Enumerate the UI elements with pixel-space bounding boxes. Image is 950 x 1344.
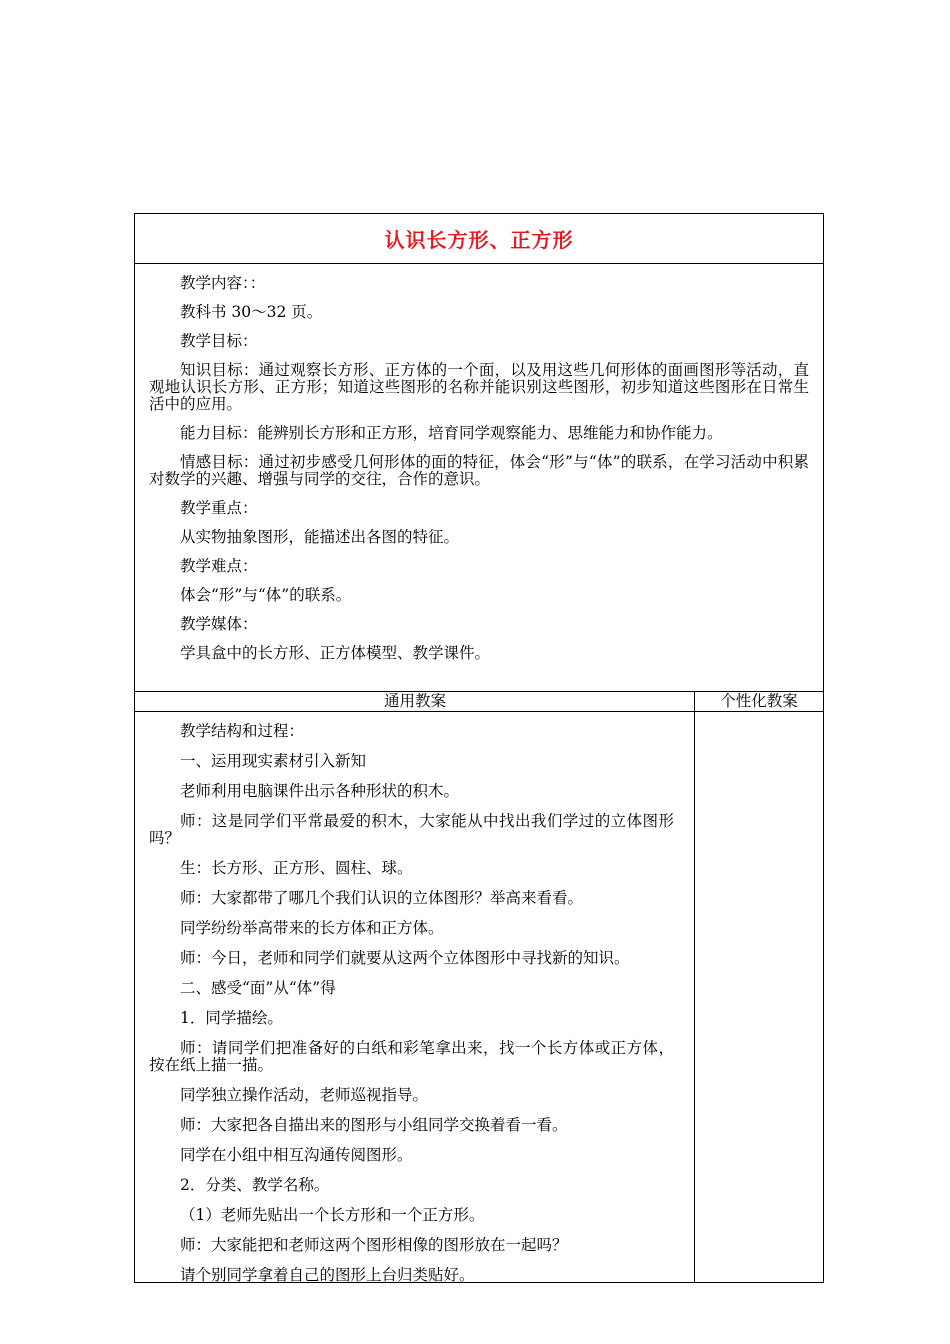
lesson-paragraph: 二、感受“面”从“体”得 [180,979,336,997]
info-paragraph: 体会“形”与“体”的联系。 [180,586,352,604]
lesson-paragraph: 2．分类、教学名称。 [180,1176,330,1194]
lesson-info-section [135,264,823,692]
lesson-paragraph: 同学独立操作活动，老师巡视指导。 [180,1086,429,1104]
info-paragraph: 教科书 30～32 页。 [180,303,323,321]
info-paragraph: 学具盒中的长方形、正方体模型、教学课件。 [180,644,491,662]
lesson-paragraph: 师：大家把各自描出来的图形与小组同学交换着看一看。 [180,1116,568,1134]
lesson-paragraph: 请个别同学拿着自己的图形上台归类贴好。 [180,1266,475,1284]
lesson-paragraph: 师：今日，老师和同学们就要从这两个立体图形中寻找新的知识。 [180,949,630,967]
info-paragraph: 教学目标： [180,332,258,350]
general-plan-header: 通用教案 [383,692,446,710]
lesson-paragraph: 师：请同学们把准备好的白纸和彩笔拿出来，找一个长方体或正方体，按在纸上描一描。 [149,1039,674,1074]
lesson-paragraph: 老师利用电脑课件出示各种形状的积木。 [180,782,460,800]
lesson-paragraph: 同学在小组中相互沟通传阅图形。 [180,1146,413,1164]
lesson-paragraph: 一、运用现实素材引入新知 [180,752,367,770]
lesson-paragraph: 同学纷纷举高带来的长方体和正方体。 [180,919,444,937]
lesson-paragraph: 师：大家能把和老师这两个图形相像的图形放在一起吗？ [180,1236,568,1254]
info-paragraph: 教学媒体： [180,615,258,633]
lesson-paragraph: 1．同学描绘。 [180,1009,283,1027]
lesson-paragraph: 师：这是同学们平常最爱的积木，大家能从中找出我们学过的立体图形吗？ [149,812,674,847]
table-header-row [135,692,823,712]
title-row [135,214,823,264]
lesson-plan-table [134,213,824,1283]
general-plan-content [135,712,694,1282]
lesson-paragraph: （1）老师先贴出一个长方形和一个正方形。 [180,1206,485,1224]
info-paragraph: 能力目标：能辨别长方形和正方形，培育同学观察能力、思维能力和协作能力。 [180,424,723,442]
column-divider [694,692,695,1282]
info-paragraph: 教学重点： [180,499,258,517]
info-paragraph: 知识目标：通过观察长方形、正方体的一个面，以及用这些几何形体的面画图形等活动，直观地认识长方形、正方形；知道这些图形的名称并能识别这些图形，初步知道这些图形在日常生活中的应用。 [149,361,809,413]
lesson-paragraph: 生：长方形、正方形、圆柱、球。 [180,859,413,877]
personalized-plan-header: 个性化教案 [720,692,798,710]
lesson-paragraph: 师：大家都带了哪几个我们认识的立体图形？举高来看看。 [180,889,584,907]
lesson-paragraph: 教学结构和过程： [180,722,305,740]
info-paragraph: 教学内容：： [180,274,266,292]
document-title: 认识长方形、正方形 [384,228,574,252]
info-paragraph: 从实物抽象图形，能描述出各图的特征。 [180,528,460,546]
info-paragraph: 教学难点： [180,557,258,575]
info-paragraph: 情感目标：通过初步感受几何形体的面的特征，体会“形”与“体”的联系，在学习活动中积累对数学的兴趣、增强与同学的交往，合作的意识。 [149,453,809,488]
